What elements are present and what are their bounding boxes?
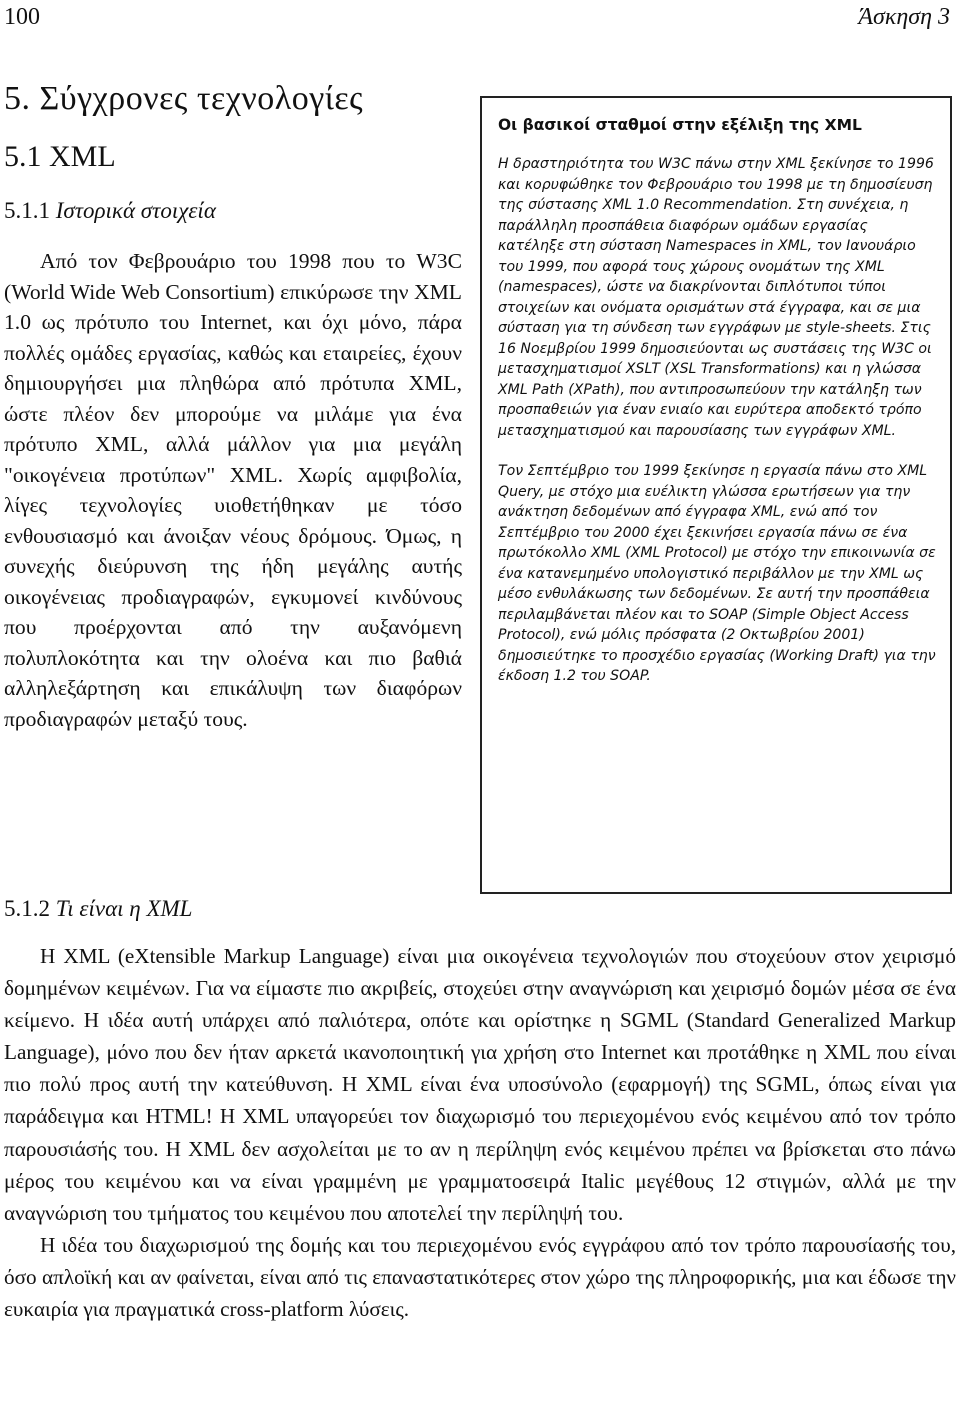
- body-paragraph-1: Η XML (eXtensible Markup Language) είναι μια οικογένεια τεχνολογιών που στοχεύουν στον χειρισμό δομημένων κειμένων. Για να είμαστε πιο ακριβείς, στοχεύει στην αναγνώριση και χειρισμό δομών μέσα σε ένα κείμενο. Η ιδέα αυτή υπάρχει από παλιότερα, οπότε και ορίστηκε η SGML (Standard Generalized Markup Language), μόνο που δεν ήταν αρκετά ικανοποιητική για χρήση στο Internet και προτάθηκε η XML που είναι πιο πολύ προς αυτή την κατεύθυνση. Η XML είναι ένα υποσύνολο (εφαρμογή) της SGML, όπως είναι για παράδειγμα και HTML! Η XML υπαγορεύει τον διαχωρισμό του περιεχομένου ενός κειμένου από τον τρόπο παρουσιάσής του. Η XML δεν ασχολείται με το αν η περίληψη ενός κειμένου πρέπει να βρίσκεται στο πάνω μέρος του κειμένου και να είναι γραμμένη με γραμματοσειρά Italic μεγέθους 12 στιγμών, αλλά με την αναγνώριση του τμήματος του κειμένου που αποτελεί την περίληψή του.: [4, 944, 956, 1225]
- running-header-title: Άσκηση 3: [858, 4, 950, 30]
- section-number: 5.1.2: [4, 896, 50, 921]
- history-paragraph: Από τον Φεβρουάριο του 1998 που το W3C (World Wide Web Consortium) επικύρωσε την XML 1.0 ως πρότυπο του Internet, και όχι μόνο, πάρα πολλές ομάδες εργασίας, καθώς και εταιρείες, έχουν δημιουργήσει μια πληθώρα από πρότυπα XML, ώστε πλέον δεν μπορούμε να μιλάμε για ένα πρότυπο XML, αλλά μάλλον για μια μεγάλη "οικογένεια προτύπων" XML. Χωρίς αμφιβολία, λίγες τεχνολογίες υιοθετήθηκαν με τόσο ενθουσιασμό και άνοιξαν νέους δρόμους. Όμως, η συνεχής διεύρυνση της ήδη μεγάλης αυτής οικογένειας προδιαγραφών, εγκυμονεί κινδύνους που προέρχονται από την αυξανόμενη πολυπλοκότητα και την ολοένα και πιο βαθιά αλληλεξάρτηση και επικάλυψη των διαφόρων προδιαγραφών μεταξύ τους.: [4, 249, 462, 731]
- section-heading-what-is-xml: [4, 896, 192, 922]
- subsubsection-heading: [4, 198, 216, 224]
- body-paragraph-2: Η ιδέα του διαχωρισμού της δομής και του περιεχομένου ενός εγγράφου από τον τρόπο παρουσίασής του, όσο απλοϊκή και αν φαίνεται, είναι από τις επαναστατικότερες στον χώρο της πληροφορικής, μια και έδωσε την ευκαιρία για πραγματικά cross-platform λύσεις.: [4, 1232, 956, 1322]
- sidebar-title: Οι βασικοί σταθμοί στην εξέλιξη της XML: [498, 116, 862, 134]
- sidebar-paragraph-1: Η δραστηριότητα του W3C πάνω στην XML ξεκίνησε το 1996 και κορυφώθηκε τον Φεβρουάριο του 1998 με τη δημοσίευση της σύστασης XML 1.0 Recommendation. Στη συνέχεια, η παράλληλη προσπάθεια διαφόρων ομάδων εργασίας κατέληξε στη σύσταση Namespaces in XML, τον Ιανουάριο του 1999, που αφορά τους χώρους ονομάτων της XML (namespaces), ώστε να διακρίνονται διπλότυποι τύποι στοιχείων και ονόματα ορισμάτων στά έγγραφα, και σε μια σύσταση για τη σύνδεση των εγγράφων με style-sheets. Στις 16 Νοεμβρίου 1999 δημοσιεύονται ως συστάσεις της W3C οι μετασχηματισμοί XSLT (XSL Transformations) και η γλώσσα XML Path (XPath), που αντιπροσωπεύουν την κατάληξη των προσπαθειών για έναν ενιαίο και ευρύτερα αποδεκτό τρόπο μετασχηματισμού και παρουσίασης των εγγράφων XML.: [498, 156, 934, 439]
- what-is-xml-body: [4, 940, 956, 1325]
- subsection-heading: 5.1 XML: [4, 140, 116, 173]
- section-title: Τι είναι η XML: [55, 896, 193, 921]
- xml-milestones-sidebar: [480, 96, 952, 894]
- subsubsection-title: Ιστορικά στοιχεία: [55, 198, 216, 223]
- subsubsection-number: 5.1.1: [4, 198, 50, 223]
- page-number: 100: [4, 4, 40, 30]
- sidebar-paragraph-2: Τον Σεπτέμβριο του 1999 ξεκίνησε η εργασία πάνω στο XML Query, με στόχο μια ευέλικτη γλώσσα ερωτήσεων για την ανάκτηση δεδομένων από έγγραφα XML, ενώ από τον Σεπτέμβριο του 2000 έχει ξεκινήσει εργασία πάνω σε ένα πρωτόκολλο XML (XML Protocol) με στόχο την επικοινωνία σε ένα κατανεμημένο υπολογιστικό περιβάλλον με την XML ως μέσο ενθυλάκωσης των δεδομένων. Σε αυτή την προσπάθεια περιλαμβάνεται πλέον και το SOAP (Simple Object Access Protocol), ενώ μόλις πρόσφατα (2 Οκτωβρίου 2001) δημοσιεύτηκε το προσχέδιο εργασίας (Working Draft) για την έκδοση 1.2 του SOAP.: [498, 463, 936, 684]
- section-heading: 5. Σύγχρονες τεχνολογίες: [4, 80, 364, 117]
- history-column: [4, 246, 462, 734]
